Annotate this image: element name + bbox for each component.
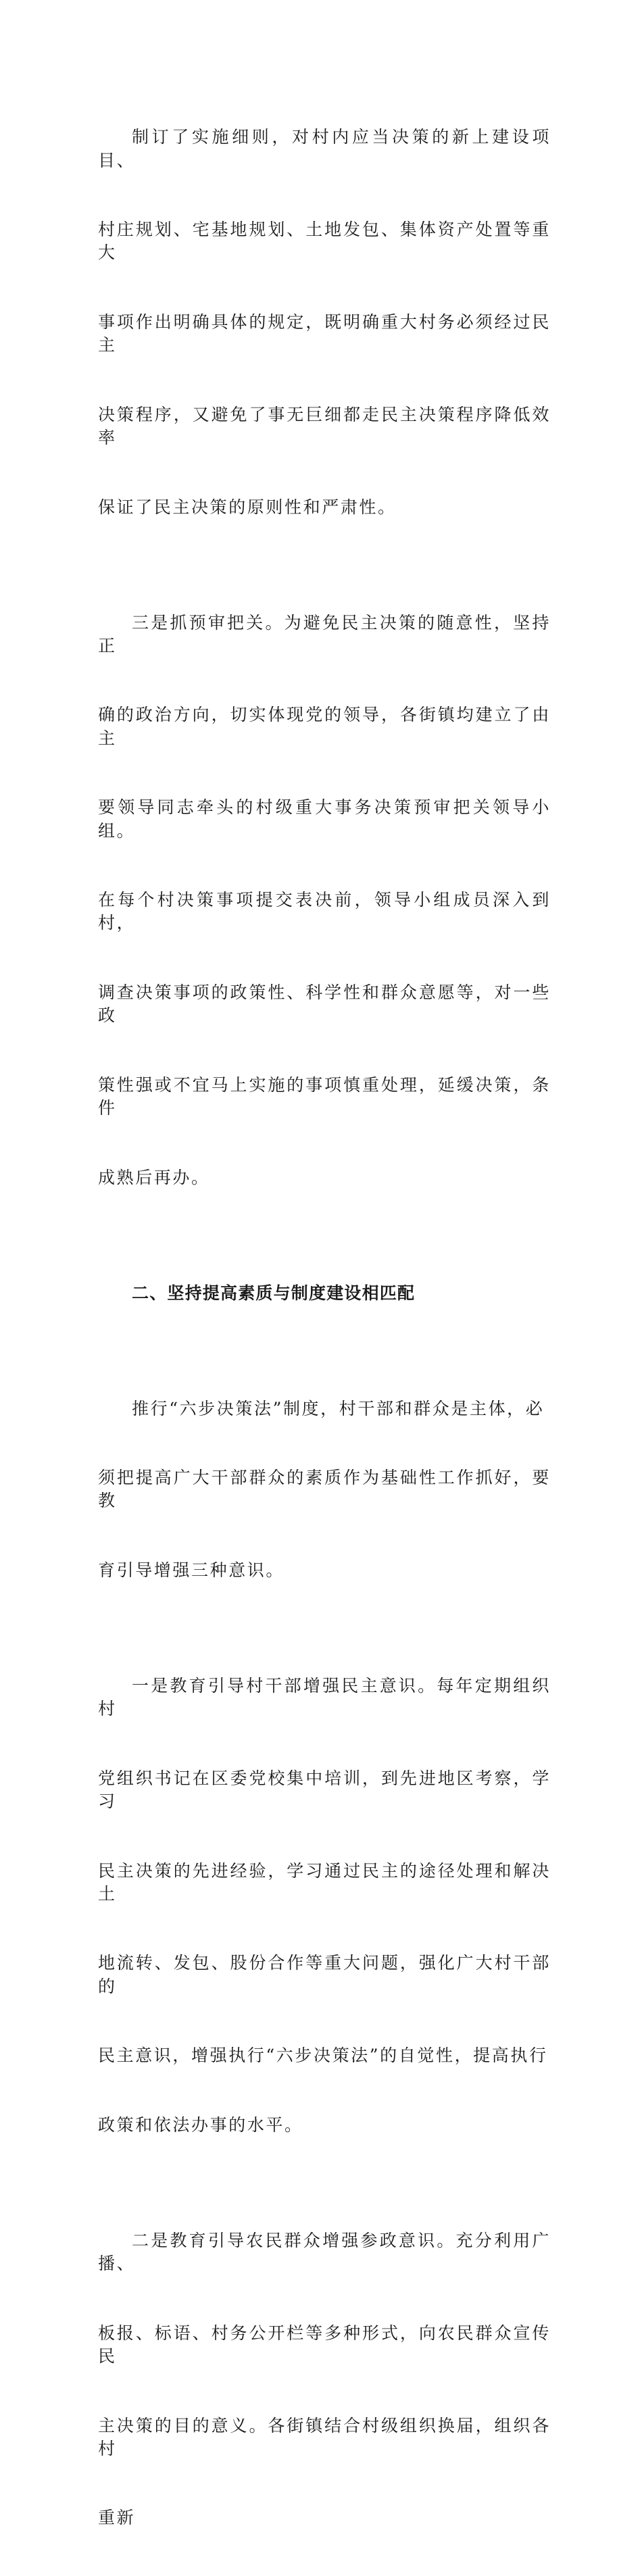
text-line: 政策和依法办事的水平。 — [98, 2114, 303, 2135]
text-line: 事项作出明确具体的规定，既明确重大村务必须经过民主 — [98, 312, 551, 355]
text-line: 决策程序，又避免了事无巨细都走民主决策程序降低效率 — [98, 404, 551, 448]
text-line: 板报、标语、村务公开栏等多种形式，向农民群众宣传民 — [98, 2323, 551, 2366]
text-line: 推行“六步决策法”制度，村干部和群众是主体，必 — [132, 1398, 545, 1418]
paragraph-farmer-participation — [98, 2183, 551, 2575]
text-line: 保证了民主决策的原则性和严肃性。 — [98, 497, 397, 517]
section-heading — [98, 1235, 551, 1351]
text-line: 成熟后再办。 — [98, 1167, 210, 1187]
document-body — [98, 80, 551, 2576]
paragraph-six-step-method — [98, 1351, 551, 1628]
heading-text: 二、坚持提高素质与制度建设相匹配 — [132, 1283, 416, 1303]
text-line: 三是抓预审把关。为避免民主决策的随意性，坚持正 — [98, 612, 551, 655]
text-line: 一是教育引导村干部增强民主意识。每年定期组织村 — [98, 1676, 551, 1719]
text-line: 在每个村决策事项提交表决前，领导小组成员深入到村， — [98, 890, 551, 933]
text-line: 重新 — [98, 2508, 136, 2528]
paragraph-pre-review — [98, 565, 551, 1235]
text-line: 育引导增强三种意识。 — [98, 1560, 285, 1580]
text-line: 策性强或不宜马上实施的事项慎重处理，延缓决策，条件 — [98, 1074, 551, 1118]
text-line: 党组织书记在区委党校集中培训，到先进地区考察，学习 — [98, 1768, 551, 1812]
text-line: 确的政治方向，切实体现党的领导，各街镇均建立了由主 — [98, 705, 551, 748]
text-line: 制订了实施细则，对村内应当决策的新上建设项目、 — [98, 127, 551, 170]
text-line: 须把提高广大干部群众的素质作为基础性工作抓好，要教 — [98, 1468, 551, 1511]
text-line: 调查决策事项的政策性、科学性和群众意愿等，对一些政 — [98, 982, 551, 1026]
text-line: 地流转、发包、股份合作等重大问题，强化广大村干部的 — [98, 1953, 551, 1996]
text-line: 要领导同志牵头的村级重大事务决策预审把关领导小组。 — [98, 797, 551, 841]
paragraph-implementation-rules — [98, 80, 551, 565]
text-line: 民主意识，增强执行“六步决策法”的自觉性，提高执行 — [98, 2046, 548, 2066]
text-line: 主决策的目的意义。各街镇结合村级组织换届，组织各村 — [98, 2415, 551, 2458]
paragraph-cadre-democracy — [98, 1629, 551, 2183]
text-line: 民主决策的先进经验，学习通过民主的途径处理和解决土 — [98, 1860, 551, 1904]
text-line: 村庄规划、宅基地规划、土地发包、集体资产处置等重大 — [98, 220, 551, 263]
text-line: 二是教育引导农民群众增强参政意识。充分利用广播、 — [98, 2230, 551, 2274]
